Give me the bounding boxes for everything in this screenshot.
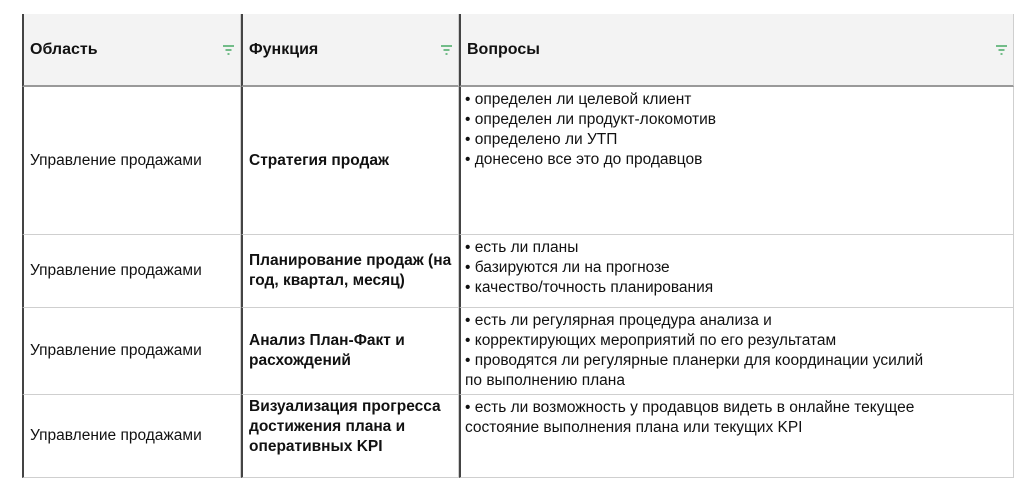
cell-area[interactable] bbox=[22, 235, 241, 308]
header-area-label: Область bbox=[30, 40, 98, 58]
header-questions-label: Вопросы bbox=[467, 40, 540, 58]
question-line: • проводятся ли регулярные планерки для координации усилий bbox=[465, 352, 924, 369]
cell-area[interactable] bbox=[22, 87, 241, 235]
cell-area[interactable] bbox=[22, 308, 241, 395]
question-line: состояние выполнения плана или текущих KPI bbox=[465, 419, 803, 436]
question-line: • донесено все это до продавцов bbox=[465, 151, 703, 168]
filter-icon[interactable] bbox=[223, 45, 234, 55]
filter-icon[interactable] bbox=[441, 45, 452, 55]
question-line: • качество/точность планирования bbox=[465, 279, 714, 296]
question-line: • определен ли целевой клиент bbox=[465, 91, 692, 108]
cell-area[interactable] bbox=[22, 395, 241, 478]
cell-function[interactable] bbox=[241, 308, 459, 395]
function-text: Визуализация прогресса достижения плана и оперативных KPI bbox=[249, 398, 441, 455]
cell-questions[interactable] bbox=[459, 87, 1014, 235]
question-line: • определен ли продукт-локомотив bbox=[465, 111, 716, 128]
cell-function[interactable] bbox=[241, 235, 459, 308]
question-line: • корректирующих мероприятий по его результатам bbox=[465, 332, 837, 349]
function-text: Планирование продаж (на год, квартал, месяц) bbox=[249, 252, 452, 289]
sheet-table bbox=[22, 14, 1014, 478]
filter-icon[interactable] bbox=[996, 45, 1007, 55]
area-text: Управление продажами bbox=[30, 342, 202, 359]
cell-function[interactable] bbox=[241, 87, 459, 235]
cell-questions[interactable] bbox=[459, 395, 1014, 478]
cell-function[interactable] bbox=[241, 395, 459, 478]
header-questions[interactable] bbox=[459, 14, 1014, 87]
cell-questions[interactable] bbox=[459, 235, 1014, 308]
area-text: Управление продажами bbox=[30, 151, 202, 169]
header-area[interactable] bbox=[22, 14, 241, 87]
question-line: • есть ли планы bbox=[465, 239, 579, 256]
function-text: Анализ План-Факт и расхождений bbox=[249, 332, 405, 369]
area-text: Управление продажами bbox=[30, 262, 202, 279]
area-text: Управление продажами bbox=[30, 427, 202, 444]
question-line: • есть ли возможность у продавцов видеть в онлайне текущее bbox=[465, 399, 915, 416]
question-line: • базируются ли на прогнозе bbox=[465, 259, 670, 276]
question-line: • есть ли регулярная процедура анализа и bbox=[465, 312, 772, 329]
function-text: Стратегия продаж bbox=[249, 151, 389, 169]
question-line: по выполнению плана bbox=[465, 372, 625, 389]
cell-questions[interactable] bbox=[459, 308, 1014, 395]
header-function[interactable] bbox=[241, 14, 459, 87]
header-function-label: Функция bbox=[249, 40, 319, 58]
question-line: • определено ли УТП bbox=[465, 131, 618, 148]
